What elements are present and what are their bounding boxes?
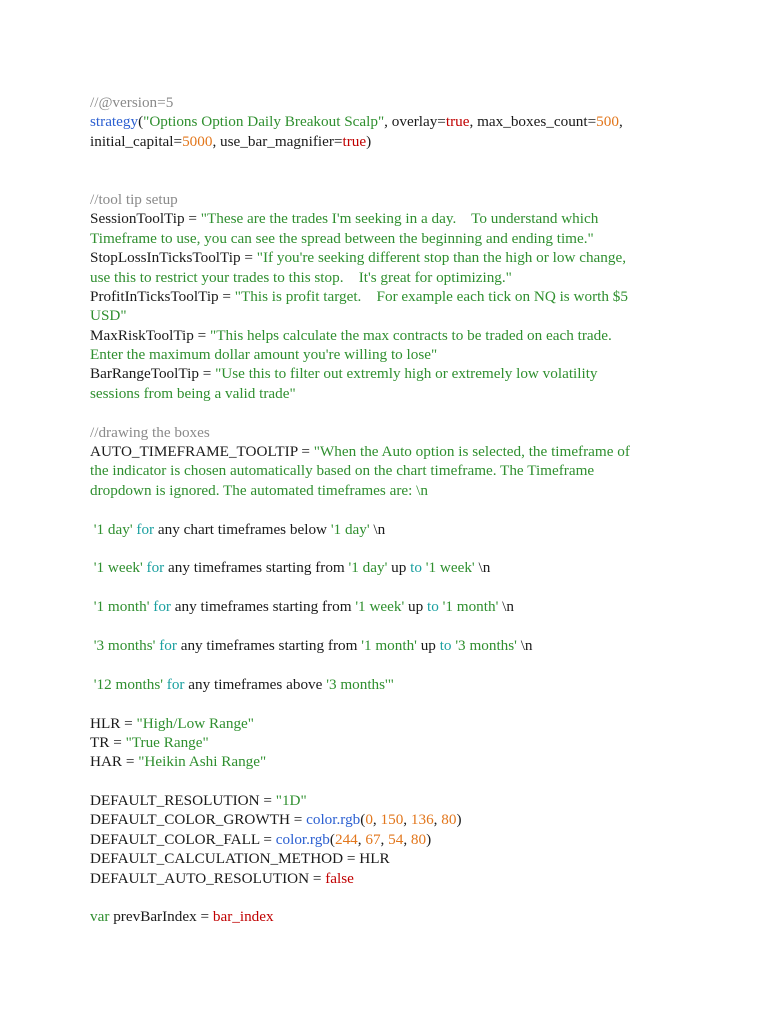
code-token: any timeframes starting from: [176, 636, 362, 654]
code-token: dropdown is ignored. The automated timeframes are: \n: [90, 481, 428, 499]
code-token: true: [445, 113, 470, 131]
code-line: [90, 675, 690, 694]
code-token: for: [136, 520, 155, 538]
code-token: , use_bar_magnifier=: [212, 132, 343, 150]
code-line: [90, 714, 690, 733]
code-token: HAR =: [90, 753, 139, 771]
code-line: [90, 423, 690, 442]
code-token: any timeframes starting from: [164, 559, 349, 577]
code-line: [90, 810, 690, 829]
code-token: 136: [410, 811, 434, 829]
blank-line: [90, 888, 690, 907]
code-token: "Options Option Daily Breakout Scalp": [143, 113, 385, 131]
blank-line: [90, 694, 690, 713]
blank-line: [90, 151, 690, 170]
code-token: MaxRiskToolTip =: [90, 326, 211, 344]
code-line: [90, 849, 690, 868]
code-token: up: [404, 598, 428, 616]
code-line: [90, 364, 690, 383]
code-token: \n: [474, 559, 491, 577]
code-line: [90, 791, 690, 810]
code-token: (: [360, 811, 366, 829]
code-line: [90, 268, 690, 287]
code-token: //drawing the boxes: [90, 423, 210, 441]
code-token: up: [387, 559, 411, 577]
code-token: ): [366, 132, 372, 150]
code-token: HLR =: [90, 714, 137, 732]
code-line: [90, 306, 690, 325]
code-token: '1 week': [425, 559, 475, 577]
code-line: [90, 229, 690, 248]
code-token: for: [159, 636, 177, 654]
code-token: '1 month': [361, 636, 417, 654]
code-line: [90, 907, 690, 926]
code-line: [90, 326, 690, 345]
code-token: color.rgb: [275, 830, 330, 848]
code-line: [90, 190, 690, 209]
code-token: ProfitInTicksToolTip =: [90, 287, 235, 305]
code-token: , overlay=: [384, 113, 446, 131]
code-block: [90, 93, 690, 927]
code-line: [90, 830, 690, 849]
code-token: "High/Low Range": [136, 714, 254, 732]
code-token: 0: [365, 811, 373, 829]
code-line: [90, 869, 690, 888]
code-line: [90, 558, 690, 577]
code-token: ,: [380, 830, 389, 848]
code-token: "If you're seeking different stop than the high or low change,: [256, 249, 627, 267]
code-token: DEFAULT_CALCULATION_METHOD = HLR: [90, 850, 390, 868]
code-token: USD": [90, 307, 127, 325]
code-token: \n: [369, 520, 386, 538]
code-line: [90, 93, 690, 112]
code-token: AUTO_TIMEFRAME_TOOLTIP =: [90, 443, 314, 461]
code-token: initial_capital=: [90, 132, 183, 150]
code-token: prevBarIndex =: [109, 908, 213, 926]
code-token: ,: [433, 811, 442, 829]
code-token: up: [416, 636, 440, 654]
code-token: for: [146, 559, 165, 577]
code-token: //tool tip setup: [90, 190, 178, 208]
code-line: [90, 520, 690, 539]
code-token: '1 week': [355, 598, 405, 616]
code-token: \n: [498, 598, 514, 616]
code-token: //@version=5: [90, 94, 174, 111]
code-token: "1D": [275, 792, 307, 810]
code-line: [90, 209, 690, 228]
code-token: color.rgb: [306, 811, 361, 829]
code-line: [90, 287, 690, 306]
code-token: false: [325, 869, 354, 887]
code-token: "When the Auto option is selected, the timeframe of: [313, 443, 630, 461]
code-line: [90, 112, 690, 131]
code-token: StopLossInTicksToolTip =: [90, 249, 257, 267]
blank-line: [90, 171, 690, 190]
code-token: ,: [618, 113, 623, 131]
code-token: for: [153, 598, 171, 616]
code-token: for: [166, 675, 185, 693]
code-token: '1 day': [330, 520, 370, 538]
code-token: ): [426, 830, 432, 848]
code-token: SessionToolTip =: [90, 210, 201, 228]
code-token: '12 months': [90, 675, 167, 693]
code-line: [90, 481, 690, 500]
code-token: '3 months': [455, 636, 517, 654]
code-token: any timeframes above: [184, 675, 327, 693]
code-token: '3 months'": [326, 675, 394, 693]
code-token: DEFAULT_RESOLUTION =: [90, 792, 276, 810]
code-token: var: [90, 908, 110, 926]
blank-line: [90, 617, 690, 636]
code-token: ,: [403, 811, 411, 829]
code-token: "Heikin Ashi Range": [138, 753, 267, 771]
code-line: [90, 442, 690, 461]
code-token: '1 day': [348, 559, 388, 577]
code-token: "This helps calculate the max contracts to be traded on each trade.: [210, 326, 612, 344]
code-token: Enter the maximum dollar amount you're willing to lose": [90, 346, 438, 364]
code-token: strategy: [90, 113, 139, 131]
code-line: [90, 636, 690, 655]
code-token: bar_index: [212, 908, 274, 926]
code-line: [90, 132, 690, 151]
code-line: [90, 248, 690, 267]
blank-line: [90, 655, 690, 674]
code-token: to: [439, 636, 452, 654]
code-token: '1 day': [90, 520, 137, 538]
code-token: , max_boxes_count=: [469, 113, 597, 131]
code-token: 150: [380, 811, 404, 829]
blank-line: [90, 539, 690, 558]
code-token: 67: [365, 830, 381, 848]
code-line: [90, 461, 690, 480]
code-token: "This is profit target. For example each tick on NQ is worth $5: [234, 287, 628, 305]
code-token: 5000: [182, 132, 213, 150]
blank-line: [90, 578, 690, 597]
code-line: [90, 345, 690, 364]
code-token: DEFAULT_COLOR_FALL =: [90, 830, 276, 848]
blank-line: [90, 500, 690, 519]
code-line: [90, 384, 690, 403]
code-token: sessions from being a valid trade": [90, 384, 296, 402]
code-token: ,: [403, 830, 411, 848]
code-token: 54: [388, 830, 404, 848]
code-token: true: [342, 132, 367, 150]
code-token: '3 months': [90, 636, 160, 654]
code-token: 80: [410, 830, 427, 848]
code-token: use this to restrict your trades to this stop. It's great for optimizing.": [90, 268, 512, 286]
blank-line: [90, 403, 690, 422]
code-token: 80: [441, 811, 457, 829]
code-token: '1 month': [442, 598, 499, 616]
code-token: the indicator is chosen automatically based on the chart timeframe. The Timeframe: [90, 462, 595, 480]
code-token: \n: [516, 636, 533, 654]
code-line: [90, 597, 690, 616]
code-token: to: [427, 598, 439, 616]
code-token: Timeframe to use, you can see the spread between the beginning and ending time.": [90, 229, 594, 247]
code-token: "Use this to filter out extremly high or extremely low volatility: [215, 365, 598, 383]
code-token: ,: [357, 830, 366, 848]
code-token: BarRangeToolTip =: [90, 365, 216, 383]
code-token: ,: [372, 811, 381, 829]
code-token: TR =: [90, 733, 126, 751]
code-token: to: [410, 559, 422, 577]
code-line: [90, 733, 690, 752]
code-token: ): [456, 811, 462, 829]
code-token: 244: [334, 830, 358, 848]
code-token: (: [329, 830, 335, 848]
code-token: '1 month': [90, 598, 154, 616]
code-token: "These are the trades I'm seeking in a day. To understand which: [200, 210, 599, 228]
code-token: "True Range": [125, 733, 209, 751]
code-token: 500: [596, 113, 619, 131]
code-token: DEFAULT_AUTO_RESOLUTION =: [90, 869, 326, 887]
code-token: any timeframes starting from: [171, 598, 356, 616]
code-line: [90, 752, 690, 771]
blank-line: [90, 772, 690, 791]
code-token: DEFAULT_COLOR_GROWTH =: [90, 811, 307, 829]
code-token: (: [138, 113, 144, 131]
code-token: any chart timeframes below: [154, 520, 331, 538]
code-token: '1 week': [90, 559, 147, 577]
